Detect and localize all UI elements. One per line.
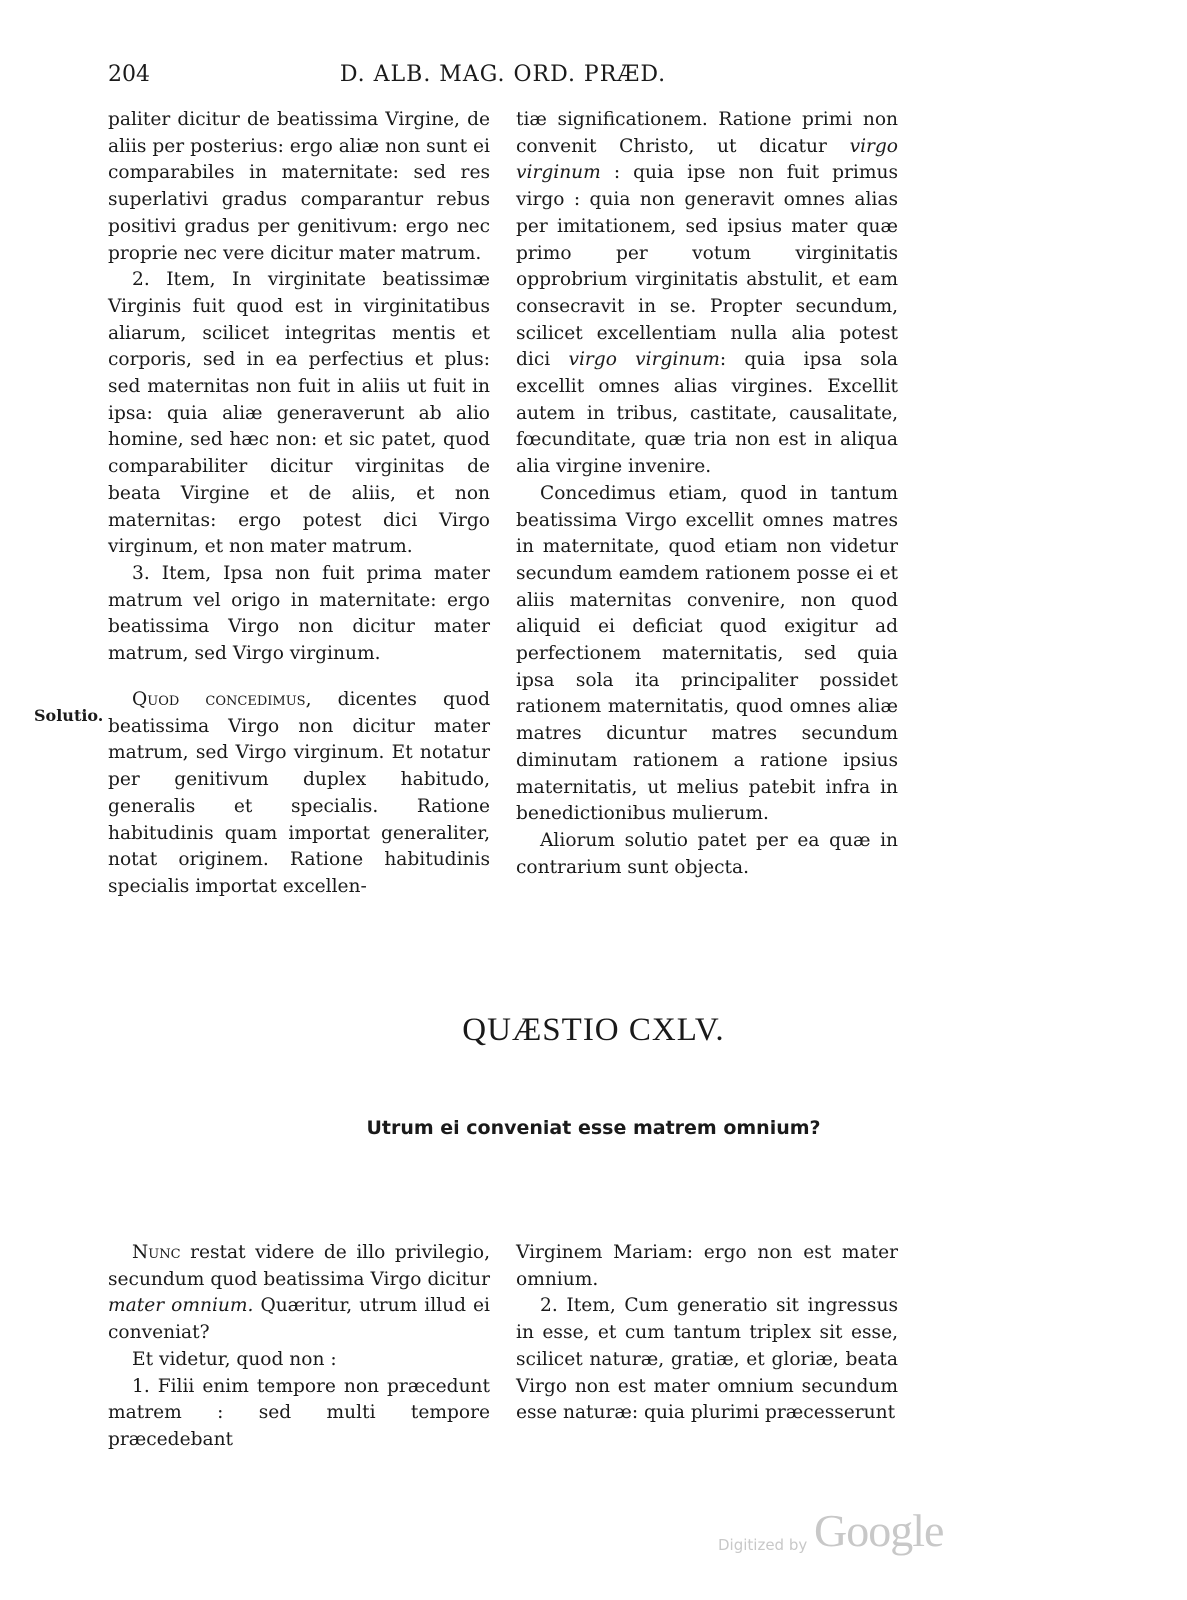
paragraph bbox=[108, 1240, 490, 1347]
italic-term: virgo virginum bbox=[516, 135, 898, 184]
paragraph: 2. Item, Cum generatio sit ingressus in esse, et cum tantum triplex sit esse, scilicet naturæ, gratiæ, et gloriæ, beata Virgo non est mater omnium secundum esse naturæ: quia plurimi præcesserunt bbox=[516, 1295, 898, 1424]
watermark-text: Digitized by bbox=[718, 1536, 808, 1554]
left-column-bottom bbox=[108, 1240, 490, 1454]
lead-words: Nunc bbox=[132, 1242, 181, 1263]
digitized-watermark bbox=[718, 1505, 958, 1570]
text-run: , dicentes quod beatissima Virgo non dicitur mater matrum, sed Virgo virginum. Et notatur per genitivum duplex habitudo, generalis et specialis. Ratione habitudinis quam importat generaliter, notat originem. Ratione habitudinis specialis importat excellen- bbox=[108, 689, 491, 897]
right-column-top bbox=[516, 107, 898, 881]
question-title: QUÆSTIO CXLV. bbox=[462, 1012, 725, 1048]
italic-term: virgo virginum bbox=[568, 349, 720, 371]
paragraph: Concedimus etiam, quod in tantum beatissima Virgo excellit omnes matres in maternitate, quod etiam non videtur secundum eamdem rationem posse ei et aliis maternitas convenire, non quod aliquid ei deficiat quod exigitur ad perfectionem maternitatis, sed quia ipsa sola ita principaliter possidet rationem maternitatis, quod omnes aliæ matres dicuntur matres secundum diminutam rationem a ratione ipsius maternitatis, ut melius patebit infra in benedictionibus mulierum. bbox=[516, 482, 898, 825]
paragraph: 1. Filii enim tempore non præcedunt matrem : sed multi tempore præcedebant bbox=[108, 1375, 490, 1450]
paragraph bbox=[108, 687, 490, 901]
text-run: : quia ipsa sola excellit omnes alias virgines. Excellit autem in tribus, castitate, causalitate, fœcunditate, quæ tria non est in aliqua alia virgine invenire. bbox=[516, 349, 898, 478]
paragraph: 3. Item, Ipsa non fuit prima mater matrum vel origo in maternitate: ergo beatissima Virgo non dicitur mater matrum, sed Virgo virginum. bbox=[108, 562, 490, 665]
paragraph: 2. Item, In virginitate beatissimæ Virginis fuit quod est in virginitatibus aliarum, scilicet integritas mentis et corporis, sed in ea perfectius et plus: sed maternitas non fuit in aliis ut fuit in ipsa: quia aliæ generaverunt ab alio homine, sed hæc non: et sic patet, quod comparabiliter dicitur virginitas de beata Virgine et de aliis, et non maternitas: ergo potest dici Virgo virginum, et non mater matrum. bbox=[108, 269, 490, 558]
text-run: : quia ipse non fuit primus virgo : quia non generavit omnes alias per imitationem, sed ipsius mater quæ primo per votum virginitatis opprobrium virginitatis abstulit, et eam consecravit in se. Propter secundum, scilicet excellentiam nulla alia potest dici bbox=[516, 162, 898, 371]
paragraph: Virginem Mariam: ergo non est mater omnium. bbox=[516, 1242, 898, 1290]
paragraph: Et videtur, quod non : bbox=[132, 1348, 337, 1370]
text-run: restat videre de illo privilegio, secundum quod beatissima Virgo dicitur bbox=[108, 1242, 490, 1290]
right-column-bottom bbox=[516, 1240, 898, 1427]
paragraph: paliter dicitur de beatissima Virgine, de aliis per posterius: ergo aliæ non sunt ei comparabiles in maternitate: sed res superlativi gradus comparantur rebus positivi gradus per genitivum: ergo nec proprie nec vere dicitur mater matrum. bbox=[108, 109, 490, 264]
page-number: 204 bbox=[108, 62, 150, 87]
paragraph: Aliorum solutio patet per ea quæ in contrarium sunt objecta. bbox=[516, 829, 898, 878]
left-column-solutio bbox=[108, 687, 490, 901]
page-header bbox=[108, 62, 898, 92]
text-run: tiæ significationem. Ratione primi non convenit Christo, ut dicatur bbox=[516, 109, 898, 157]
question-subtitle: Utrum ei conveniat esse matrem omnium? bbox=[366, 1117, 821, 1139]
margin-label-solutio: Solutio. bbox=[34, 706, 104, 725]
lead-words: Quod concedimus bbox=[132, 689, 306, 710]
left-column-top bbox=[108, 107, 490, 668]
google-logo: Google bbox=[814, 1505, 944, 1556]
running-title: D. ALB. MAG. ORD. PRÆD. bbox=[339, 62, 667, 87]
text-run: Quæritur, utrum illud ei conveniat? bbox=[108, 1295, 490, 1344]
paragraph bbox=[516, 107, 898, 481]
italic-term: mater omnium. bbox=[108, 1295, 254, 1317]
